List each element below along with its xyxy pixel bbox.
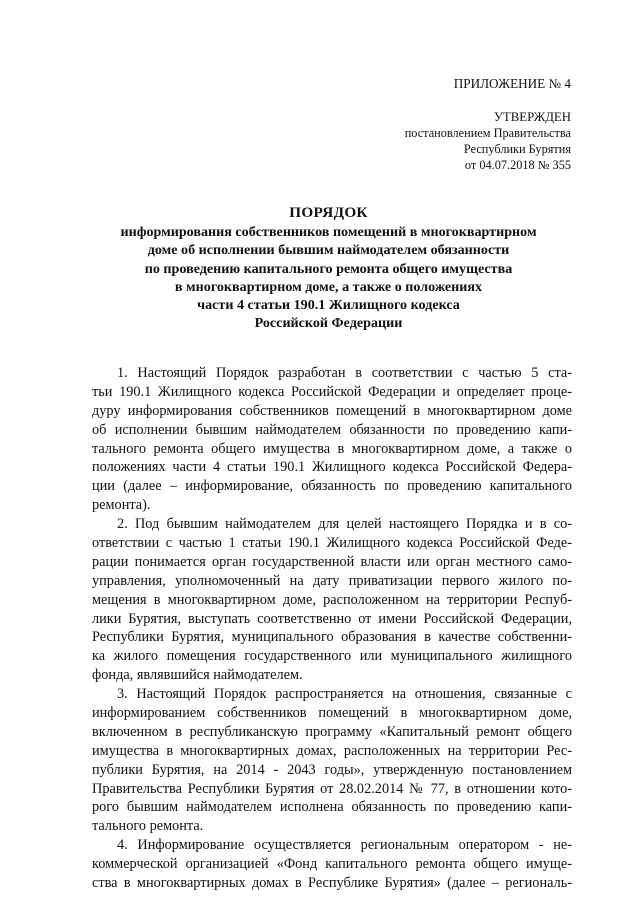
appendix-label: ПРИЛОЖЕНИЕ № 4 — [453, 76, 571, 91]
paragraph-3 — [92, 685, 572, 836]
text-line: положениях части 4 статьи 190.1 Жилищного кодекса Российской Федера- — [92, 459, 572, 476]
title-main: ПОРЯДОК — [289, 204, 368, 221]
text-line: управления, уполномоченный на дату приватизации первого жилого по- — [92, 572, 572, 589]
title-line: доме об исполнении бывшим наймодателем обязанности — [147, 242, 510, 259]
text-line: ответствии с частью 1 статьи 190.1 Жилищного кодекса Российской Феде- — [92, 535, 572, 552]
text-line: информированием собственников помещений в многоквартирном доме, — [92, 705, 572, 722]
document-body — [92, 364, 572, 893]
text-line: фонда, являвшийся наймодателем. — [92, 667, 303, 684]
text-line: тьи 190.1 Жилищного кодекса Российской Федерации и определяет проце- — [92, 383, 572, 400]
text-line: дуру информирования собственников помещений в многоквартирном доме — [92, 402, 572, 419]
approved-by-line-1: постановлением Правительства — [404, 126, 571, 140]
title-line: по проведению капитального ремонта общего имущества — [144, 260, 513, 277]
text-line: рации понимается орган государственной власти или орган местного само- — [92, 553, 572, 570]
title-line: Российской Федерации — [254, 315, 403, 332]
text-line: включенном в республиканскую программу «Капитальный ремонт общего — [92, 723, 572, 740]
text-line: ции (далее – информирование, обязанность по проведению капитального — [92, 478, 572, 495]
text-line: тального ремонта. — [92, 818, 204, 835]
text-line: ремонта). — [92, 497, 151, 514]
approval-stamp — [405, 109, 571, 173]
text-line: коммерческой организацией «Фонд капитального ремонта общего имуще- — [92, 856, 572, 873]
text-line: 1. Настоящий Порядок разработан в соответствии с частью 5 ста- — [117, 365, 572, 381]
text-line: лики Бурятия, выступать соответственно от имени Российской Федерации, — [92, 610, 572, 627]
text-line: Правительства Республики Бурятия от 28.02.2014 № 77, в отношении кото- — [92, 780, 572, 797]
text-line: Республики Бурятия, муниципального образования в качестве собственни- — [92, 629, 572, 646]
text-line: публики Бурятия, на 2014 - 2043 годы», утвержденную постановлением — [92, 761, 572, 778]
text-line: об исполнении бывшим наймодателем обязанности по проведению капи- — [92, 421, 572, 438]
text-line: ка жилого помещения государственного или муниципального жилищного — [92, 648, 572, 665]
approved-by-line-2: Республики Бурятия — [463, 142, 571, 156]
approved-date: от 04.07.2018 № 355 — [464, 158, 571, 172]
text-line: имущества в многоквартирных домах, расположенных на территории Рес- — [92, 742, 572, 759]
title-line: части 4 статьи 190.1 Жилищного кодекса — [197, 297, 460, 314]
text-line: ства в многоквартирных домах в Республике Бурятия» (далее – региональ- — [92, 875, 572, 892]
text-line: 2. Под бывшим наймодателем для целей настоящего Порядка и в со- — [117, 516, 572, 533]
title-line: информирования собственников помещений в многоквартирном — [120, 224, 537, 241]
document-title — [96, 204, 561, 332]
text-line: мещения в многоквартирном доме, расположенном на территории Респуб- — [92, 591, 572, 608]
text-line: рого бывшим наймодателем исполнена обязанность по проведению капи- — [92, 799, 572, 816]
text-line: тального ремонта общего имущества в многоквартирном доме, а также о — [92, 440, 572, 457]
paragraph-2 — [92, 515, 572, 685]
approved-label: УТВЕРЖДЕН — [493, 110, 571, 124]
title-line: в многоквартирном доме, а также о положениях — [174, 278, 483, 295]
text-line: 3. Настоящий Порядок распространяется на отношения, связанные с — [117, 686, 572, 703]
text-line: 4. Информирование осуществляется региональным оператором - не- — [117, 837, 572, 854]
paragraph-1 — [92, 364, 572, 515]
paragraph-4 — [92, 836, 572, 893]
